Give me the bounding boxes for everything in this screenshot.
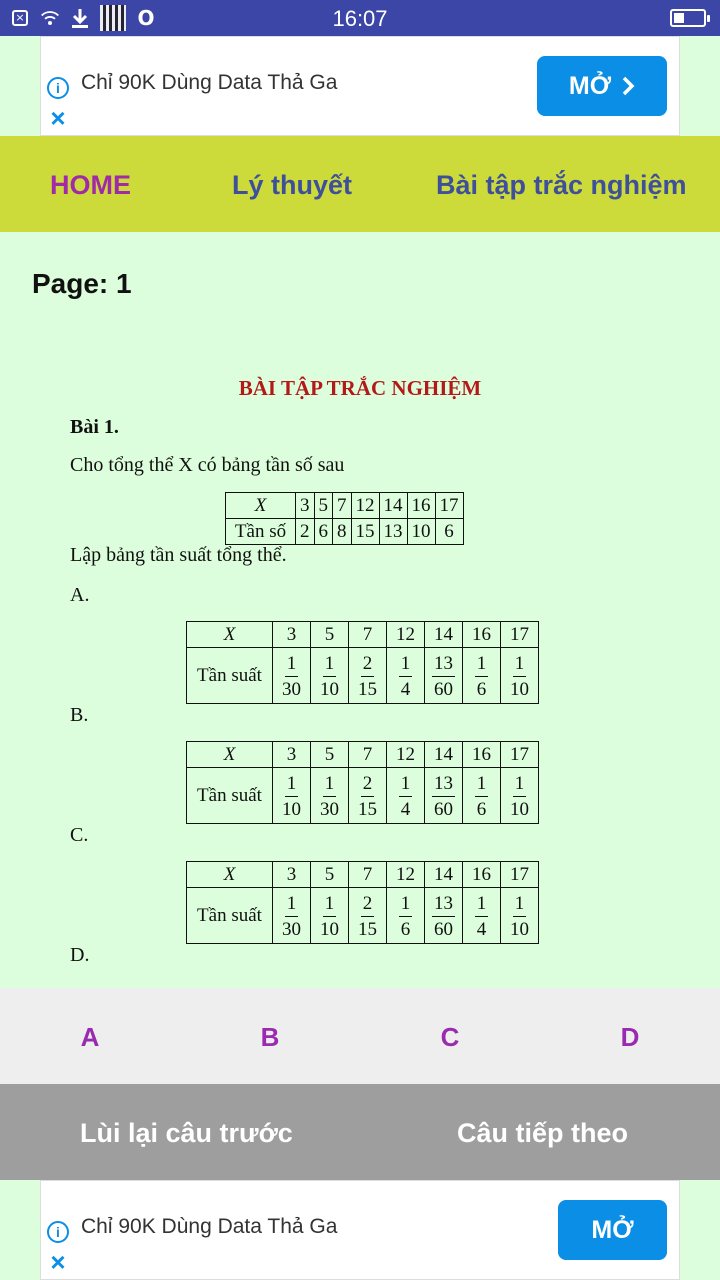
nav-home[interactable]: HOME [50,170,131,200]
opera-icon: O [137,6,155,30]
fraction-numerator: 1 [285,654,299,677]
option-label: A. [70,584,90,606]
fraction-denominator: 30 [320,798,339,820]
freq-f-cell: 13 [379,519,407,545]
fraction-denominator: 10 [510,918,529,940]
question-title: BÀI TẬP TRẮC NGHIỆM [238,376,482,400]
fraction-denominator: 10 [320,918,339,940]
fraction-denominator: 6 [476,678,487,700]
ad-open-label: MỞ [568,71,612,100]
fraction [358,774,377,819]
nav-exercises[interactable]: Bài tập trắc nghiệm [436,170,687,200]
freq-f-cell: 6 [435,519,463,545]
ad-open-label: MỞ [591,1215,634,1244]
freq-x-cell: 16 [407,493,435,519]
next-question-button[interactable]: Câu tiếp theo [457,1118,629,1148]
fraction-numerator: 1 [513,894,527,917]
option-header-x: X [187,742,273,768]
fraction-denominator: 15 [358,798,377,820]
info-icon[interactable]: i [47,1221,69,1243]
option-fraction-cell [463,888,501,944]
freq-f-cell: 15 [351,519,379,545]
freq-f-cell: 10 [407,519,435,545]
fraction-numerator: 1 [399,654,413,677]
fraction [475,894,489,939]
close-icon[interactable]: × [50,103,66,133]
option-fraction-cell [387,648,425,704]
fraction [432,654,455,699]
fraction [282,654,301,699]
question-statement: Cho tổng thể X có bảng tần số sau [70,454,345,476]
option-label: B. [70,704,89,726]
option-x-cell: 17 [501,862,539,888]
fraction-numerator: 1 [513,774,527,797]
chevron-right-icon [621,75,635,97]
answer-a-button[interactable]: A [80,1022,100,1052]
fraction [510,894,529,939]
option-x-cell: 12 [387,742,425,768]
fraction-numerator: 13 [432,894,455,917]
option-x-cell: 3 [273,742,311,768]
option-header-x: X [187,862,273,888]
battery-icon [670,9,706,27]
option-table [186,621,539,704]
option-fraction-cell [273,648,311,704]
option-header-f: Tần suất [187,648,273,704]
fraction-numerator: 1 [323,654,337,677]
question-content[interactable] [0,360,720,988]
option-x-cell: 7 [349,862,387,888]
fraction-numerator: 1 [399,774,413,797]
freq-f-cell: 8 [333,519,352,545]
fraction [320,774,339,819]
option-table [186,741,539,824]
ad-open-button[interactable] [558,1200,667,1260]
clock: 16:07 [332,6,388,31]
fraction-numerator: 13 [432,654,455,677]
fraction-numerator: 1 [285,894,299,917]
option-x-cell: 7 [349,742,387,768]
option-x-cell: 12 [387,622,425,648]
fraction-numerator: 1 [475,894,489,917]
fraction-denominator: 60 [434,678,453,700]
ad-banner-top[interactable] [40,36,680,136]
option-x-cell: 17 [501,742,539,768]
option-header-f: Tần suất [187,768,273,824]
fraction [320,894,339,939]
fraction-denominator: 15 [358,678,377,700]
option-fraction-cell [425,768,463,824]
fraction [432,774,455,819]
option-header-x: X [187,622,273,648]
answer-c-button[interactable]: C [440,1022,460,1052]
option-x-cell: 5 [311,862,349,888]
option-fraction-cell [349,768,387,824]
option-fraction-cell [425,888,463,944]
fraction [282,894,301,939]
fraction-denominator: 10 [510,798,529,820]
freq-x-cell: 14 [379,493,407,519]
option-x-cell: 16 [463,622,501,648]
option-x-cell: 5 [311,742,349,768]
question-prompt: Lập bảng tần suất tổng thể. [70,544,287,566]
freq-f-cell: 6 [314,519,333,545]
option-x-cell: 16 [463,742,501,768]
fraction-numerator: 2 [361,774,375,797]
answer-b-button[interactable]: B [260,1022,280,1052]
fraction-denominator: 10 [320,678,339,700]
freq-header-x: X [226,493,296,519]
fraction-denominator: 4 [400,798,411,820]
option-label: C. [70,824,89,846]
fraction-denominator: 30 [282,918,301,940]
status-bar [0,0,720,36]
fraction [475,774,489,819]
question-number: Bài 1. [70,416,119,438]
freq-x-cell: 12 [351,493,379,519]
fraction-denominator: 60 [434,798,453,820]
option-fraction-cell [349,888,387,944]
freq-x-cell: 17 [435,493,463,519]
ad-open-button[interactable] [537,56,667,116]
page-label: Page: 1 [32,268,132,299]
fraction-denominator: 30 [282,678,301,700]
fraction [510,774,529,819]
fraction [399,774,413,819]
ad-banner-bottom[interactable] [40,1180,680,1280]
option-fraction-cell [463,648,501,704]
answer-d-button[interactable]: D [620,1022,640,1052]
option-fraction-cell [311,648,349,704]
option-x-cell: 7 [349,622,387,648]
freq-x-cell: 5 [314,493,333,519]
option-fraction-cell [501,768,539,824]
option-x-cell: 5 [311,622,349,648]
fraction-denominator: 4 [400,678,411,700]
answer-bar [0,988,720,1084]
option-fraction-cell [349,648,387,704]
fraction-numerator: 1 [285,774,299,797]
fraction-numerator: 2 [361,894,375,917]
question-nav-bar [0,1084,720,1180]
fraction-denominator: 6 [476,798,487,820]
option-fraction-cell [463,768,501,824]
fraction-numerator: 1 [513,654,527,677]
close-icon[interactable]: × [50,1247,66,1277]
option-fraction-cell [311,768,349,824]
option-fraction-cell [501,888,539,944]
fraction [358,654,377,699]
fraction-numerator: 1 [399,894,413,917]
option-x-cell: 3 [273,862,311,888]
fraction-numerator: 13 [432,774,455,797]
fraction [320,654,339,699]
option-fraction-cell [387,768,425,824]
prev-question-button[interactable]: Lùi lại câu trước [80,1118,293,1148]
option-table [186,861,539,944]
freq-x-cell: 7 [333,493,352,519]
option-x-cell: 14 [425,622,463,648]
fraction-denominator: 15 [358,918,377,940]
option-fraction-cell [273,888,311,944]
option-fraction-cell [501,648,539,704]
fraction-numerator: 1 [475,654,489,677]
fraction [475,654,489,699]
option-x-cell: 17 [501,622,539,648]
fraction-denominator: 60 [434,918,453,940]
fraction-numerator: 1 [475,774,489,797]
freq-f-cell: 2 [296,519,315,545]
fraction [399,894,413,939]
fraction-denominator: 6 [400,918,411,940]
nav-theory[interactable]: Lý thuyết [232,170,353,200]
info-icon[interactable]: i [47,77,69,99]
option-fraction-cell [273,768,311,824]
fraction-numerator: 2 [361,654,375,677]
fraction-numerator: 1 [323,774,337,797]
fraction [510,654,529,699]
main-nav [0,136,720,232]
option-x-cell: 12 [387,862,425,888]
option-x-cell: 3 [273,622,311,648]
close-box-icon: × [10,8,30,28]
fraction [432,894,455,939]
fraction [399,654,413,699]
option-fraction-cell [311,888,349,944]
frequency-table [225,492,464,545]
fraction [358,894,377,939]
freq-x-cell: 3 [296,493,315,519]
fraction-denominator: 10 [510,678,529,700]
option-header-f: Tần suất [187,888,273,944]
option-label: D. [70,944,90,966]
option-x-cell: 14 [425,862,463,888]
ad-text: Chỉ 90K Dùng Data Thả Ga [81,1215,338,1238]
fraction [282,774,301,819]
option-x-cell: 14 [425,742,463,768]
option-fraction-cell [387,888,425,944]
option-fraction-cell [425,648,463,704]
option-x-cell: 16 [463,862,501,888]
freq-header-f: Tần số [226,519,296,545]
fraction-denominator: 4 [476,918,487,940]
fraction-denominator: 10 [282,798,301,820]
fraction-numerator: 1 [323,894,337,917]
ad-text: Chỉ 90K Dùng Data Thả Ga [81,71,338,94]
